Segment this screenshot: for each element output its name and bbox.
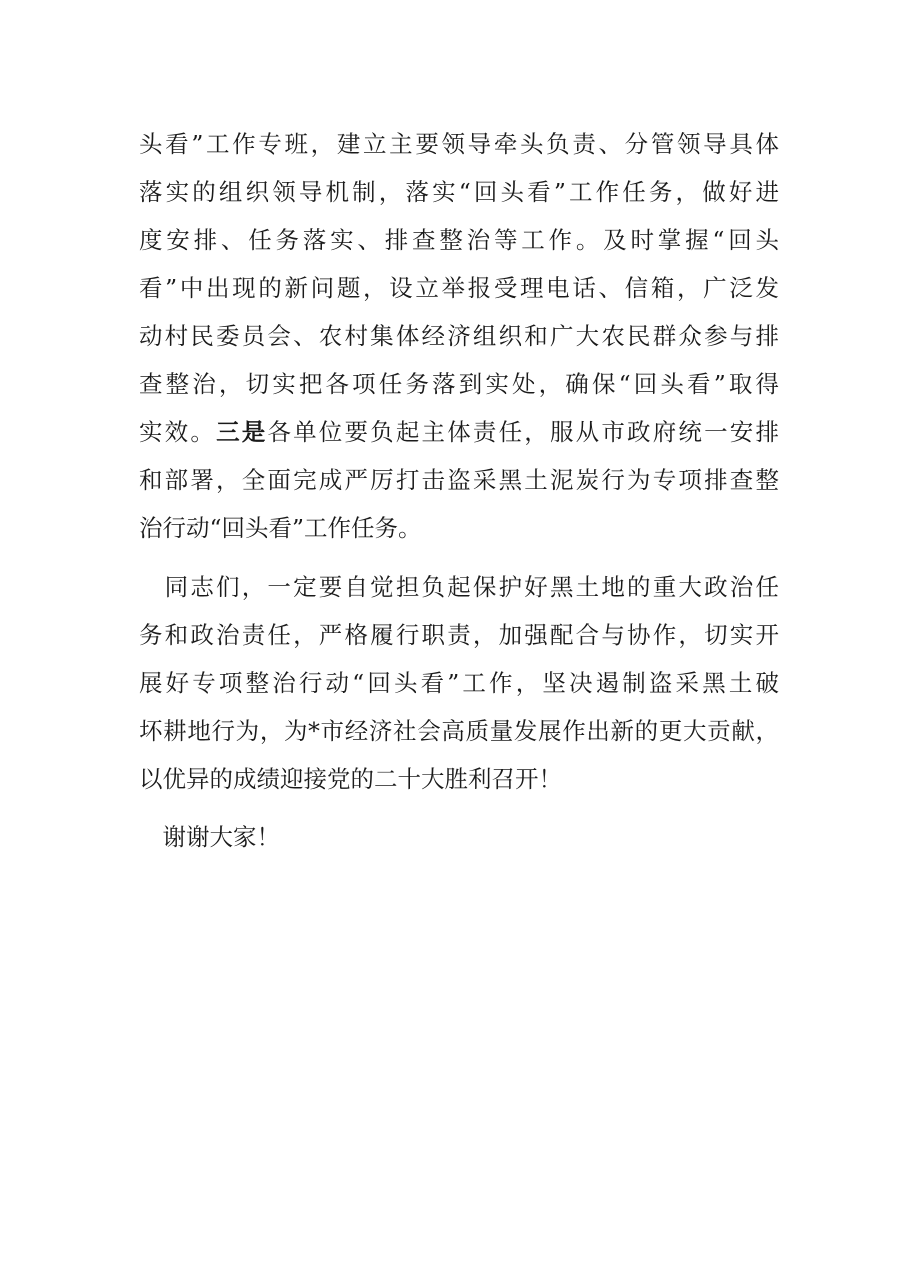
paragraph-line: 治行动“回头看”工作任务。 [139, 514, 422, 542]
paragraph-line: 查整治，切实把各项任务落到实处，确保“回头看”取得 [139, 370, 779, 398]
paragraph-line: 坏耕地行为，为*市经济社会高质量发展作出新的更大贡献， [139, 717, 779, 745]
paragraph-1 [139, 129, 779, 561]
paragraph-line: 落实的组织领导机制，落实“回头看”工作任务，做好进 [139, 178, 779, 206]
line-text: 实效。 [139, 418, 217, 446]
paragraph-line: 务和政治责任，严格履行职责，加强配合与协作，切实开 [139, 621, 779, 649]
paragraph-line [139, 417, 779, 465]
paragraph-line: 度安排、任务落实、排查整治等工作。及时掌握“回头 [139, 226, 779, 254]
paragraph-line: 展好专项整治行动“回头看”工作，坚决遏制盗采黑土破 [139, 669, 779, 697]
paragraph-line: 看”中出现的新问题，设立举报受理电话、信箱，广泛发 [139, 274, 779, 302]
paragraph-line: 和部署，全面完成严厉打击盗采黑土泥炭行为专项排查整 [139, 466, 779, 494]
paragraph-3 [139, 822, 779, 870]
bold-emphasis: 三是 [216, 418, 268, 446]
paragraph-2 [139, 572, 779, 812]
paragraph-line: 同志们，一定要自觉担负起保护好黑土地的重大政治任 [139, 573, 779, 601]
line-text: 各单位要负起主体责任，服从市政府统一安排 [267, 418, 779, 446]
paragraph-line: 头看”工作专班，建立主要领导牵头负责、分管领导具体 [139, 130, 779, 158]
paragraph-line: 以优异的成绩迎接党的二十大胜利召开！ [139, 765, 562, 793]
paragraph-line: 谢谢大家！ [139, 823, 280, 851]
paragraph-line: 动村民委员会、农村集体经济组织和广大农民群众参与排 [139, 322, 779, 350]
